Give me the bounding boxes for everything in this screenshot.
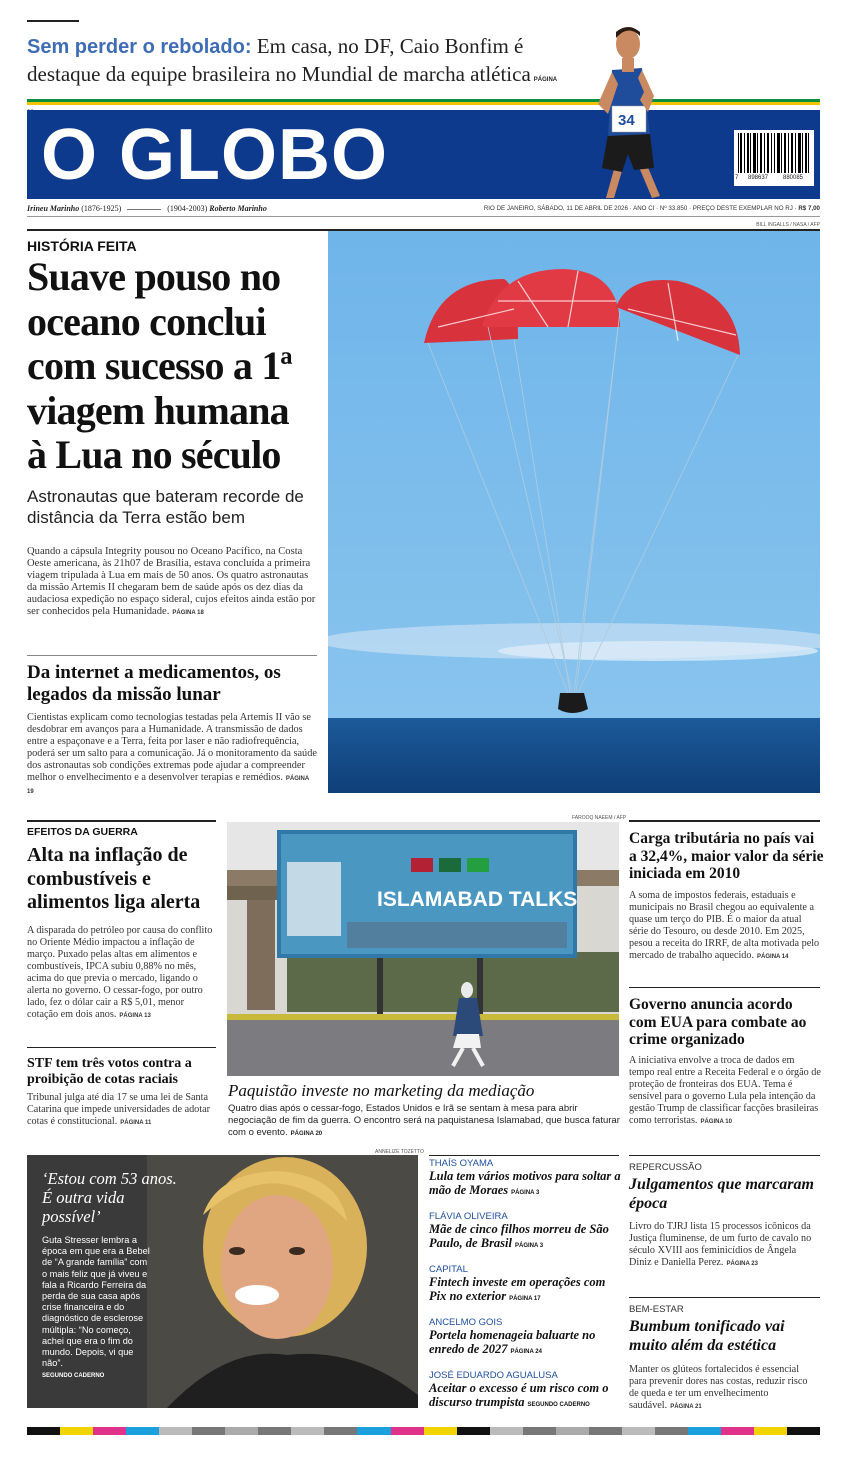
barcode [734,130,814,186]
pakistan-body [228,1103,620,1140]
columnist-title: Lula tem vários motivos para soltar a mão de Moraes PÁGINA 3 [429,1169,621,1197]
columnist-title: Fintech investe em operações com Pix no exterior PÁGINA 17 [429,1275,606,1303]
teaser-highlight: Sem perder o rebolado: [27,36,252,58]
bem-estar-body-text: Manter os glúteos fortalecidos é essencial para prevenir dores nas costas, reduzir risco de queda e ter um envelhecimento saudável. [629,1364,808,1411]
columnist-item[interactable] [429,1264,624,1317]
bem-estar-label: BEM-ESTAR [629,1304,684,1315]
barcode-mid: 898637 [748,175,769,181]
main-headline[interactable] [27,255,322,478]
war-headline[interactable]: Alta na inflação de combustíveis e alimentos liga alerta [27,844,201,913]
war-kicker: EFEITOS DA GUERRA [27,826,138,838]
stf-body [27,1092,217,1129]
main-subhead: Astronautas que bateram recorde de distância da Terra estão bem [27,487,304,527]
tax-headline[interactable]: Carga tributária no país vai a 32,4%, maior valor da série iniciada em 2010 [629,830,824,882]
main-headline-line: com sucesso a 1ª [27,343,292,388]
stf-page: PÁGINA 11 [120,1120,152,1126]
interview-body-text: Guta Stresser lembra a época em que era a Bebel de “A grande família” com o mais feliz que já viveu e fala a Ricardo Ferreira da perda de sua casa após crise financeira e do diagnóstico de esclerose múltipla: “No começo, achei que era o fim do mundo. Depois, vi que não”. [42,1235,150,1369]
columnist-item[interactable] [429,1158,624,1211]
war-body [27,925,217,1022]
legacy-body-text: Cientistas explicam como tecnologias testadas pela Artemis II vão se desdobrar em avanços para a Humanidade. A transmissão de dados entre a espaçonave e a Terra, feita por laser e não radiofrequência, poderá ser um salto para a comunicação. Já o monitoramento da saúde dos astronautas sob condições extremas pode ajudar a compreender melhor o envelhecimento e a desenvolver terapias e remédios. [27,712,317,783]
tax-body-text: A soma de impostos federais, estaduais e municipais no Brasil chegou ao equivalente a quase um terço do PIB. É o maior da atual série do Tesouro, ou desde 2010. Em 2025, pesou a receita do IRRF, de alta motivada pelo mercado de trabalho aquecido. [629,890,820,961]
bem-estar-rule [629,1297,820,1298]
pakistan-photo[interactable] [227,822,619,1076]
pakistan-photo-credit: FAROOQ NAEEM / AFP [572,815,627,821]
founders-line [127,209,161,210]
founder2-years: (1904-2003) [167,204,208,213]
athlete-bib: 34 [618,112,635,129]
legacy-headline[interactable]: Da internet a medicamentos, os legados da missão lunar [27,662,281,705]
main-headline-line: viagem humana [27,387,289,433]
bem-estar-headline[interactable]: Bumbum tonificado vai muito além da estética [629,1318,785,1354]
pakistan-headline[interactable]: Paquistão investe no marketing da mediação [228,1081,535,1100]
main-body [27,546,317,619]
usa-headline[interactable]: Governo anuncia acordo com EUA para combate ao crime organizado [629,996,807,1048]
main-photo-credit: BILL INGALLS / NASA / AFP [756,222,820,228]
usa-body-text: A iniciativa envolve a troca de dados em tempo real entre a Receita Federal e o órgão de proteção de fronteiras dos EUA. Tema é sensível para o governo Lula pela intenção da gestão Trump de classificar facções brasileiras como terroristas. [629,1055,821,1126]
founder1-years: (1876-1925) [81,204,122,213]
yellow-stripe [27,102,820,105]
repercussao-page: PÁGINA 23 [726,1261,758,1267]
capsule-parachute-icon [328,231,820,793]
columnist-title: Aceitar o excesso é um risco com o discurso trumpista SEGUNDO CADERNO [429,1381,609,1409]
founder2: Roberto Marinho [209,204,267,213]
billboard-text: ISLAMABAD TALKS [377,888,578,911]
founders [27,204,267,213]
main-headline-line: Suave pouso no [27,254,281,299]
tax-page: PÁGINA 14 [757,954,789,960]
founder1: Irineu Marinho [27,204,80,213]
tax-rule [629,820,820,822]
columnist-name: JOSÉ EDUARDO AGUALUSA [429,1370,558,1381]
teaser-text: Em casa, no DF, Caio Bonfim é destaque da equipe brasileira no Mundial de marcha atlética [27,34,531,86]
columnist-item[interactable] [429,1370,624,1423]
columnist-title: Portela homenageia baluarte no enredo de 2027 PÁGINA 24 [429,1328,596,1356]
usa-body [629,1055,821,1128]
athlete-photo[interactable] [578,22,688,200]
dateline-rule [27,216,820,217]
repercussao-body [629,1221,819,1270]
interview-quote: ‘Estou com 53 anos. É outra vida possível’ [42,1169,177,1226]
war-page: PÁGINA 13 [119,1013,151,1019]
repercussao-rule [629,1155,820,1156]
interview-photo-credit: ANNELIZE TOZETTO [375,1149,424,1155]
main-body-text: Quando a cápsula Integrity pousou no Oceano Pacífico, na Costa Oeste americana, às 21h07 de Brasília, estava concluída a primeira viagem tripulada à Lua em mais de 50 anos. Os quatro astronautas da missão Artemis II chegaram bem de saúde após os dez dias da audaciosa expedição no espaço sideral, cujos efeitos ainda estão por ser conhecidos pela Humanidade. [27,546,316,617]
barcode-right: 880085 [783,175,804,181]
main-page: PÁGINA 18 [172,610,204,616]
columnist-name: FLÁVIA OLIVEIRA [429,1211,508,1222]
main-headline-line: à Lua no século [27,432,281,477]
bem-estar-body [629,1364,819,1413]
pakistan-body-text: Quatro dias após o cessar-fogo, Estados Unidos e Irã se sentam à mesa para abrir negociação de fim da guerra. O encontro será na paquistanesa Islamabad, que busca faturar com o evento. [228,1103,620,1138]
columnist-name: THAÍS OYAMA [429,1158,494,1169]
interview-body [42,1235,154,1383]
bem-estar-page: PÁGINA 21 [670,1404,702,1410]
war-body-text: A disparada do petróleo por causa do conflito no Oriente Médio impactou a inflação de março. Puxado pelas altas em alimentos e combustíveis, IPCA subiu 0,88% no mês, acima do que previa o mercado, ligando o alerta no governo. O cessar-fogo, por outro lado, fez o dólar cair a R$ 5,01, menor cotação em dois anos. [27,925,213,1020]
stf-headline[interactable]: STF tem três votos contra a proibição de cotas raciais [27,1056,192,1087]
stf-body-text: Tribunal julga até dia 17 se uma lei de Santa Catarina que impede universidades de adotar cotas é constitucional. [27,1092,211,1127]
columnist-title: Mãe de cinco filhos morreu de São Paulo, de Brasil PÁGINA 3 [429,1222,609,1250]
repercussao-headline[interactable]: Julgamentos que marcaram época [629,1176,814,1212]
columnists-list [429,1158,624,1423]
usa-page: PÁGINA 10 [700,1119,732,1125]
billboard-photo-icon [227,822,619,1076]
main-kicker: HISTÓRIA FEITA [27,238,137,254]
repercussao-body-text: Livro do TJRJ lista 15 processos icônicos da Justiça fluminense, de um furto de cavalo no século XVIII aos feminicídios de Ângela Diniz e Daniella Perez. [629,1221,812,1268]
stf-rule [27,1047,216,1048]
pakistan-page: PÁGINA 20 [290,1131,323,1137]
barcode-left: 7 [735,175,739,181]
legacy-body [27,712,317,798]
teaser-page: PÁGINA [533,77,557,83]
repercussao-label: REPERCUSSÃO [629,1162,702,1173]
main-photo[interactable] [328,231,820,793]
interview-block[interactable] [27,1155,418,1408]
legacy-page: PÁGINA 19 [27,776,310,795]
columnist-item[interactable] [429,1317,624,1370]
dateline-info [484,205,820,212]
tax-body [629,890,821,963]
legacy-rule [27,655,317,656]
columnist-item[interactable] [429,1211,624,1264]
main-headline-line: oceano conclui [27,298,266,344]
masthead [27,110,820,199]
war-rule [27,820,216,822]
race-walker-icon [578,22,688,200]
price: R$ 7,00 [798,205,820,212]
color-registration-strip [27,1427,820,1435]
teaser-rule [27,20,79,22]
logo[interactable]: O GLOBO [41,115,388,195]
columnists-rule [429,1155,619,1156]
interview-page: SEGUNDO CADERNO [42,1373,105,1380]
columnist-name: ANCELMO GOIS [429,1317,503,1328]
edition-info: RIO DE JANEIRO, SÁBADO, 11 DE ABRIL DE 2026 · ANO CI · Nº 33.850 · PREÇO DESTE EXEMPLAR NO RJ · [483,205,799,212]
columnist-name: CAPITAL [429,1264,468,1275]
usa-rule [629,987,820,988]
